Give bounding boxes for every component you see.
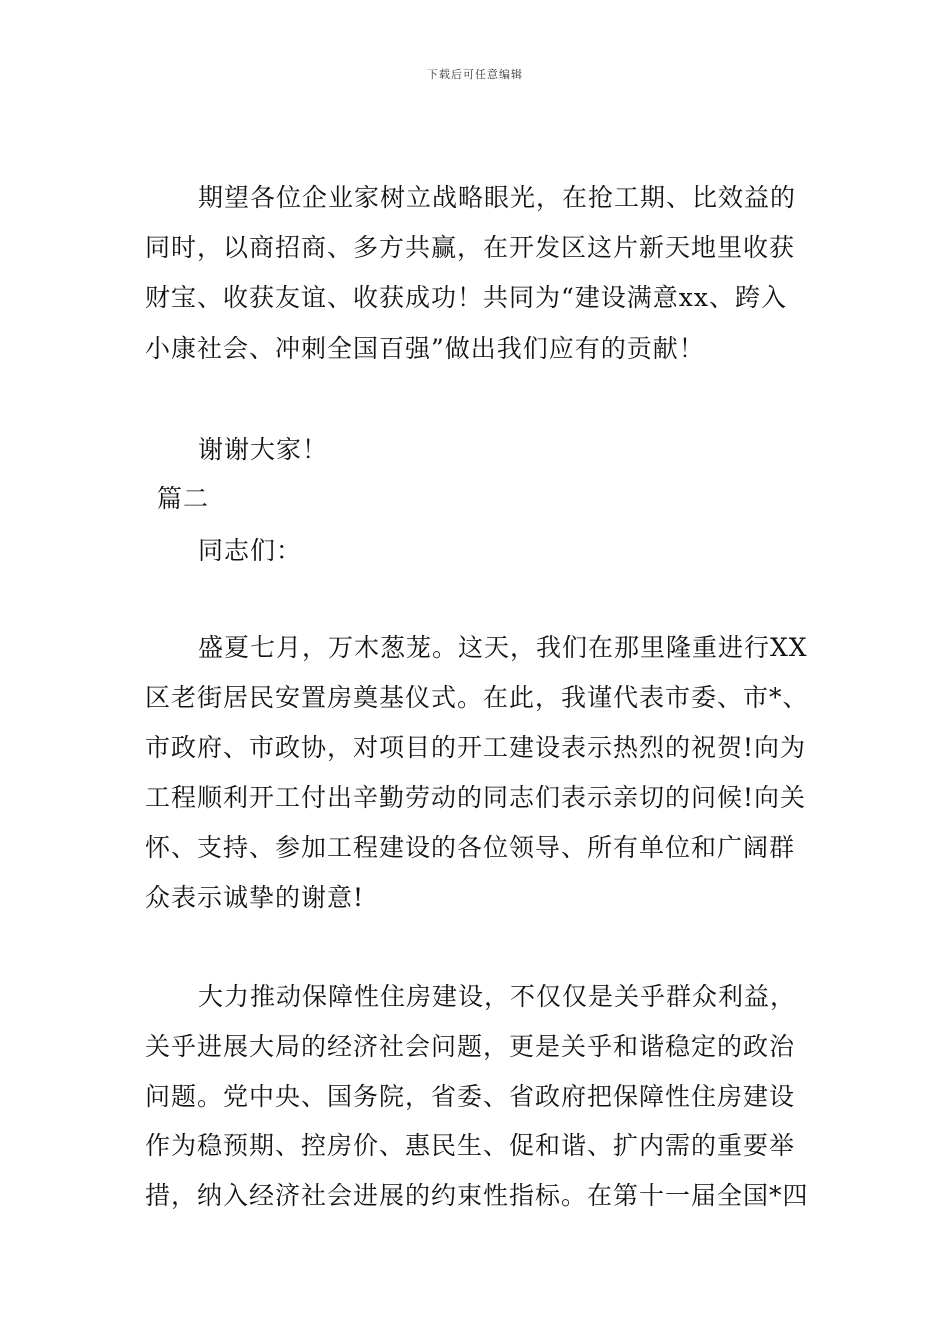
paragraph-1-line-3: 财宝、收获友谊、收获成功！共同为“建设满意xx、跨入 (145, 283, 787, 312)
paragraph-3-line-4: 作为稳预期、控房价、惠民生、促和谐、扩内需的重要举 (145, 1131, 796, 1160)
paragraph-3-line-2: 关乎进展大局的经济社会问题，更是关乎和谐稳定的政治 (145, 1032, 796, 1061)
paragraph-2-line-5: 怀、支持、参加工程建设的各位领导、所有单位和广阔群 (145, 833, 796, 862)
paragraph-3-line-1: 大力推动保障性住房建设，不仅仅是关乎群众利益， (198, 982, 797, 1011)
page-header: 下载后可任意编辑 (427, 68, 523, 81)
paragraph-2-line-1: 盛夏七月，万木葱茏。这天，我们在那里隆重进行XX (198, 633, 808, 662)
paragraph-3-line-5: 措，纳入经济社会进展的约束性指标。在第十一届全国*四 (145, 1181, 809, 1210)
section-heading: 篇二 (157, 484, 210, 513)
paragraph-2-line-4: 工程顺利开工付出辛勤劳动的同志们表示亲切的问候!向关 (145, 783, 807, 812)
paragraph-2-line-6: 众表示诚挚的谢意! (145, 883, 365, 912)
paragraph-2-line-2: 区老街居民安置房奠基仪式。在此，我谨代表市委、市*、 (145, 683, 809, 712)
paragraph-1-line-2: 同时，以商招商、多方共赢，在开发区这片新天地里收获 (145, 233, 796, 262)
paragraph-1-line-4: 小康社会、冲刺全国百强”做出我们应有的贡献！ (145, 334, 705, 363)
paragraph-2-line-3: 市政府、市政协，对项目的开工建设表示热烈的祝贺!向为 (145, 733, 807, 762)
salutation: 同志们： (198, 536, 303, 565)
paragraph-1-line-1: 期望各位企业家树立战略眼光，在抢工期、比效益的 (198, 183, 797, 212)
paragraph-3-line-3: 问题。党中央、国务院，省委、省政府把保障性住房建设 (145, 1082, 796, 1111)
closing-thanks: 谢谢大家！ (198, 435, 329, 464)
